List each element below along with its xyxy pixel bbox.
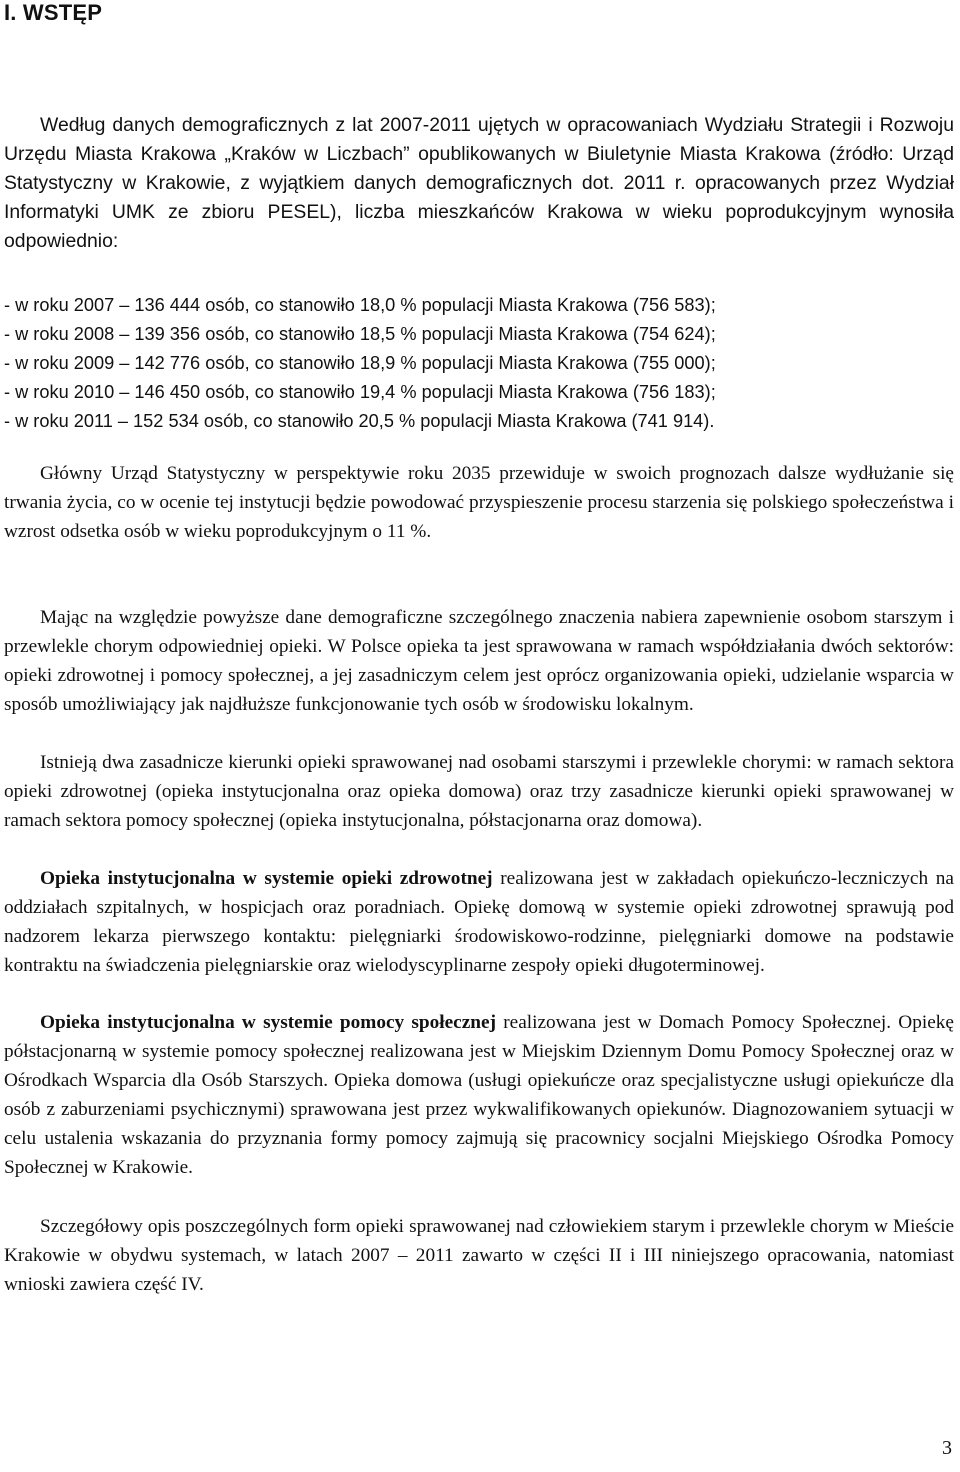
intro-paragraph: Według danych demograficznych z lat 2007-2011 ujętych w opracowaniach Wydziału Strategii i Rozwoju Urzędu Miasta Krakowa „Kraków w Liczbach” opublikowanych w Biuletynie Miasta Krakowa (źródło: Urząd Statystyczny w Krakowie, z wyjątkiem danych demograficznych dot. 2011 r. opracowanych przez Wydział Informatyki UMK ze zbioru PESEL), liczba mieszkańców Krakowa w wieku poprodukcyjnym wynosiła odpowiednio: xyxy=(4,114,954,252)
list-item: - w roku 2011 – 152 534 osób, co stanowiło 20,5 % populacji Miasta Krakowa (741 914). xyxy=(4,411,715,431)
population-stats-list xyxy=(4,291,954,436)
list-item: - w roku 2008 – 139 356 osób, co stanowiło 18,5 % populacji Miasta Krakowa (754 624); xyxy=(4,324,716,344)
section-heading: I. WSTĘP xyxy=(4,0,103,25)
list-item: - w roku 2009 – 142 776 osób, co stanowiło 18,9 % populacji Miasta Krakowa (755 000); xyxy=(4,353,716,373)
care-paragraph: Mając na względzie powyższe dane demograficzne szczególnego znaczenia nabiera zapewnienie osobom starszym i przewlekle chorym odpowiedniej opieki. W Polsce opieka ta jest sprawowana w ramach współdziałania dwóch sektorów: opieki zdrowotnej i pomocy społecznej, a jej zasadniczym celem jest oprócz organizowania opieki, udzielanie wsparcia w sposób umożliwiający jak najdłuższe funkcjonowanie tych osób w środowisku lokalnym. xyxy=(4,607,954,715)
detail-paragraph: Szczegółowy opis poszczególnych form opieki sprawowanej nad człowiekiem starym i przewlekle chorym w Mieście Krakowie w obydwu systemach, w latach 2007 – 2011 zawarto w części II i III niniejszego opracowania, natomiast wnioski zawiera część IV. xyxy=(4,1216,954,1295)
list-item: - w roku 2007 – 136 444 osób, co stanowiło 18,0 % populacji Miasta Krakowa (756 583); xyxy=(4,295,716,315)
health-care-text: realizowana jest w zakładach opiekuńczo-leczniczych na oddziałach szpitalnych, w hospicjach oraz poradniach. Opiekę domową w systemie opieki zdrowotnej sprawują pod nadzorem lekarza pierwszego kontaktu: pielęgniarki środowiskowo-rodzinne, pielęgniarki domowe na podstawie kontraktu na świadczenia pielęgniarskie oraz wielodyscyplinarne zespoły opieki długoterminowej. xyxy=(4,868,954,976)
health-care-paragraph xyxy=(4,864,954,980)
list-item: - w roku 2010 – 146 450 osób, co stanowiło 19,4 % populacji Miasta Krakowa (756 183); xyxy=(4,382,716,402)
social-care-term: Opieka instytucjonalna w systemie pomocy społecznej xyxy=(40,1012,496,1033)
gus-forecast-paragraph: Główny Urząd Statystyczny w perspektywie roku 2035 przewiduje w swoich prognozach dalsze wydłużanie się trwania życia, co w ocenie tej instytucji będzie powodować przyspieszenie procesu starzenia się polskiego społeczeństwa i wzrost odsetka osób w wieku poprodukcyjnym o 11 %. xyxy=(4,463,954,542)
care-directions-paragraph: Istnieją dwa zasadnicze kierunki opieki sprawowanej nad osobami starszymi i przewlekle chorymi: w ramach sektora opieki zdrowotnej (opieka instytucjonalna oraz opieka domowa) oraz trzy zasadnicze kierunki opieki sprawowanej w ramach sektora pomocy społecznej (opieka instytucjonalna, półstacjonarna oraz domowa). xyxy=(4,752,954,831)
social-care-text: realizowana jest w Domach Pomocy Społecznej. Opiekę półstacjonarną w systemie pomocy społecznej realizowana jest w Miejskim Dziennym Domu Pomocy Społecznej oraz w Ośrodkach Wsparcia dla Osób Starszych. Opieka domowa (usługi opiekuńcze oraz specjalistyczne usługi opiekuńcze dla osób z zaburzeniami psychicznymi) sprawowana jest przez wykwalifikowanych opiekunów. Diagnozowaniem sytuacji w celu ustalenia wskazania do przyznania formy pomocy zajmują się pracownicy socjalni Miejskiego Ośrodka Pomocy Społecznej w Krakowie. xyxy=(4,1012,954,1178)
social-care-paragraph xyxy=(4,1008,954,1182)
page-number: 3 xyxy=(942,1437,952,1459)
health-care-term: Opieka instytucjonalna w systemie opieki zdrowotnej xyxy=(40,868,493,889)
